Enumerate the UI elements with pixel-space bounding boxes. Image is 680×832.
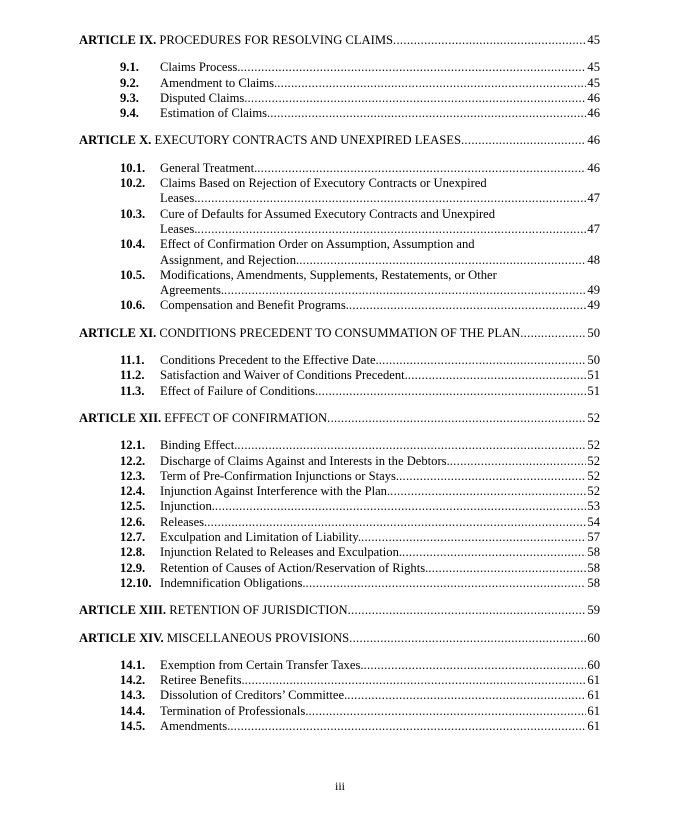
section-title-text: Conditions Precedent to the Effective Date. [160,353,379,368]
article-name: RETENTION OF JURISDICTION [169,603,348,618]
section-title-line [160,438,600,453]
section-title-text: Termination of Professionals. [160,703,309,718]
article-label: ARTICLE XIII. [79,603,167,618]
article-name: CONDITIONS PRECEDENT TO CONSUMMATION OF THE PLAN [159,325,521,340]
section-title-line [160,515,600,530]
section-number: 12.1. [120,438,146,453]
toc-entry[interactable] [79,454,600,469]
section-title-line [160,704,600,719]
article-label: ARTICLE IX. [79,33,157,47]
section-title-text: Injunction Related to Releases and Exculpation. [160,545,403,560]
section-title [160,207,600,238]
section-title-text: Retiree Benefits. [160,673,245,688]
page-ref: 52 [587,438,600,453]
dot-leader [197,191,586,206]
toc-entry[interactable] [79,499,600,514]
dot-leader [306,576,587,591]
section-title-line [160,384,600,399]
toc-entry[interactable] [79,176,600,207]
section-title-line [160,545,600,560]
section-title-text: Leases. [160,191,198,206]
section-title [160,719,600,734]
toc-entry[interactable] [79,561,600,576]
section-title-text: Satisfaction and Waiver of Conditions Precedent. [160,368,408,383]
section-number: 12.8. [120,545,146,560]
section-title [160,499,600,514]
section-title [160,237,600,268]
section-title-line [160,673,600,688]
section-title-text: Exculpation and Limitation of Liability. [160,530,361,545]
page-number: iii [334,779,345,793]
dot-leader [230,719,586,734]
section-title-text: General Treatment. [160,160,258,175]
article-name: EFFECT OF CONFIRMATION [164,410,328,425]
section-number: 10.4. [120,237,146,252]
dot-leader [277,76,586,91]
section-title [160,561,600,576]
section-title [160,658,600,673]
section-number: 9.4. [120,106,139,121]
section-title-line [160,207,600,222]
section-title-text: Indemnification Obligations. [160,575,306,590]
section-title-text: Effect of Failure of Conditions. [160,383,319,398]
page-ref: 46 [587,133,600,148]
article-label: ARTICLE XII. [79,410,162,425]
toc-entry[interactable] [79,438,600,453]
section-title [160,368,600,383]
section-title [160,545,600,560]
dot-leader [247,91,586,106]
dot-leader [257,161,586,176]
section-title-line [160,191,600,206]
section-title [160,515,600,530]
article-label: ARTICLE X. [79,133,152,148]
toc-entry[interactable] [79,161,600,176]
page-ref: 58 [587,575,600,590]
section-title-text: Exemption from Certain Transfer Taxes. [160,657,364,672]
section-title-text: Releases. [160,514,208,529]
section-number: 14.5. [120,718,146,733]
section-title [160,688,600,703]
section-title-line [160,658,600,673]
article-title [79,631,349,646]
article-heading[interactable] [79,326,600,341]
article-name: PROCEDURES FOR RESOLVING CLAIMS [159,33,394,47]
page-ref: 54 [587,514,600,529]
section-title [160,353,600,368]
section-number: 12.3. [120,468,146,483]
page-ref: 59 [587,603,600,618]
toc-entry[interactable] [79,91,600,106]
section-title-text: Discharge of Claims Against and Interests in the Debtors. [160,453,450,468]
section-number: 14.1. [120,657,146,672]
section-number: 12.5. [120,499,146,514]
section-title-line [160,576,600,591]
dot-leader [364,658,587,673]
toc-entry[interactable] [79,353,600,368]
section-number: 9.1. [120,60,139,75]
page-ref: 51 [587,368,600,383]
section-title-text: Claims Process. [160,60,241,75]
page-ref: 61 [587,703,600,718]
dot-leader [240,60,586,75]
page-ref: 52 [587,468,600,483]
section-title-line [160,283,600,298]
page-ref: 60 [587,657,600,672]
page-ref: 60 [587,630,600,645]
section-title-text: Binding Effect. [160,438,238,453]
section-title-line [160,469,600,484]
section-title-text: Amendment to Claims. [160,75,278,90]
page-ref: 53 [587,499,600,514]
toc-entry[interactable] [79,60,600,75]
article-heading[interactable] [79,603,600,618]
section-title [160,384,600,399]
dot-leader [347,688,586,703]
section-number: 14.3. [120,688,146,703]
article-heading[interactable] [79,133,600,148]
page-ref: 46 [587,160,600,175]
toc-entry[interactable] [79,576,600,591]
dot-leader [450,454,586,469]
section-title-text: Effect of Confirmation Order on Assumption, Assumption and [160,237,475,252]
section-title [160,469,600,484]
dot-leader [318,384,586,399]
toc-entry[interactable] [79,268,600,299]
toc-entry[interactable] [79,658,600,673]
section-title-text: Injunction Against Interference with the Plan. [160,484,391,499]
toc-entry[interactable] [79,530,600,545]
page-ref: 58 [587,560,600,575]
section-title [160,106,600,121]
dot-leader [428,561,586,576]
section-title-line [160,222,600,237]
section-title [160,268,600,299]
section-title-line [160,561,600,576]
dot-leader [348,603,586,618]
section-title [160,704,600,719]
toc-entry[interactable] [79,469,600,484]
dot-leader [349,298,586,313]
section-title-text: Cure of Defaults for Assumed Executory Contracts and Unexpired [160,206,496,221]
section-title-text: Compensation and Benefit Programs. [160,298,349,313]
section-number: 12.4. [120,484,146,499]
section-number: 11.3. [120,383,145,398]
section-title-line [160,253,600,268]
page-ref: 49 [587,298,600,313]
page-ref: 61 [587,718,600,733]
dot-leader [270,106,586,121]
dot-leader [245,673,586,688]
dot-leader [408,368,586,383]
toc-entry[interactable] [79,76,600,91]
toc-entry[interactable] [79,704,600,719]
dot-leader [393,33,586,48]
toc-entry[interactable] [79,545,600,560]
page-ref: 48 [587,252,600,267]
section-title-line [160,161,600,176]
article-title [79,326,520,341]
article-title [79,33,393,48]
section-title-line [160,484,600,499]
article-heading[interactable] [79,631,600,646]
section-title [160,454,600,469]
page-ref: 49 [587,283,600,298]
article-title [79,603,348,618]
page-ref: 45 [587,75,600,90]
article-label: ARTICLE XI. [79,325,157,340]
dot-leader [299,253,586,268]
article-name: EXECUTORY CONTRACTS AND UNEXPIRED LEASES [154,133,461,148]
page-ref: 45 [587,33,600,47]
toc-entry[interactable] [79,384,600,399]
dot-leader [390,484,586,499]
dot-leader [237,438,586,453]
section-title-text: Leases. [160,221,198,236]
section-number: 9.2. [120,75,139,90]
section-title-text: Estimation of Claims. [160,106,271,121]
page-ref: 61 [587,688,600,703]
page-ref: 52 [587,410,600,425]
section-number: 9.3. [120,90,139,105]
toc-entry[interactable] [79,106,600,121]
section-title-line [160,176,600,191]
section-title-text: Disputed Claims. [160,90,248,105]
dot-leader [461,133,586,148]
section-title-line [160,499,600,514]
page-ref: 47 [587,221,600,236]
section-title [160,484,600,499]
section-title-text: Amendments. [160,718,231,733]
section-title [160,60,600,75]
section-number: 14.4. [120,703,146,718]
dot-leader [379,353,586,368]
section-title [160,91,600,106]
page-ref: 46 [587,106,600,121]
toc-entry[interactable] [79,673,600,688]
article-title [79,133,461,148]
dot-leader [207,515,586,530]
page-ref: 57 [587,530,600,545]
page-ref: 52 [587,453,600,468]
article-name: MISCELLANEOUS PROVISIONS [166,630,350,645]
section-number: 12.10. [120,575,152,590]
dot-leader [197,222,586,237]
page-ref: 46 [587,90,600,105]
section-title-text: Agreements. [160,283,224,298]
article-heading[interactable] [79,33,600,48]
dot-leader [402,545,586,560]
page-ref: 50 [587,353,600,368]
page-ref: 45 [587,60,600,75]
section-number: 10.5. [120,267,146,282]
page-ref: 51 [587,383,600,398]
article-title [79,411,327,426]
section-number: 10.1. [120,160,146,175]
dot-leader [224,283,586,298]
toc-entry[interactable] [79,298,600,313]
dot-leader [520,326,586,341]
section-title-line [160,688,600,703]
section-title-line [160,530,600,545]
section-title [160,438,600,453]
section-title-text: Assignment, and Rejection. [160,252,300,267]
toc-entry[interactable] [79,368,600,383]
section-number: 11.2. [120,368,145,383]
section-title-line [160,76,600,91]
section-title [160,161,600,176]
section-number: 10.6. [120,298,146,313]
page-ref: 47 [587,191,600,206]
dot-leader [399,469,586,484]
toc-entry[interactable] [79,688,600,703]
section-number: 10.3. [120,206,146,221]
dot-leader [361,530,586,545]
toc-entry[interactable] [79,719,600,734]
section-number: 10.2. [120,176,146,191]
section-title-line [160,237,600,252]
table-of-contents [79,33,600,734]
toc-entry[interactable] [79,237,600,268]
section-number: 12.7. [120,530,146,545]
section-title-text: Claims Based on Rejection of Executory Contracts or Unexpired [160,176,487,191]
page-ref: 50 [587,325,600,340]
section-title-line [160,298,600,313]
section-number: 12.2. [120,453,146,468]
section-number: 14.2. [120,673,146,688]
dot-leader [327,411,586,426]
section-title-line [160,106,600,121]
section-title-line [160,719,600,734]
section-title-line [160,454,600,469]
page-ref: 61 [587,673,600,688]
section-title-text: Term of Pre-Confirmation Injunctions or Stays. [160,468,400,483]
section-title-text: Modifications, Amendments, Supplements, Restatements, or Other [160,267,497,282]
section-title-text: Retention of Causes of Action/Reservation of Rights. [160,560,429,575]
page-ref: 58 [587,545,600,560]
section-title-text: Dissolution of Creditors’ Committee. [160,688,348,703]
toc-entry[interactable] [79,484,600,499]
article-heading[interactable] [79,411,600,426]
section-title [160,176,600,207]
section-title [160,298,600,313]
section-title-line [160,368,600,383]
section-title [160,530,600,545]
dot-leader [349,631,586,646]
section-title-line [160,353,600,368]
section-title-line [160,268,600,283]
toc-entry[interactable] [79,515,600,530]
section-title [160,576,600,591]
section-title-line [160,91,600,106]
dot-leader [215,499,586,514]
dot-leader [308,704,586,719]
section-number: 11.1. [120,353,145,368]
article-label: ARTICLE XIV. [79,630,164,645]
section-title [160,673,600,688]
toc-entry[interactable] [79,207,600,238]
section-number: 12.9. [120,560,146,575]
section-title [160,76,600,91]
section-title-line [160,60,600,75]
page-ref: 52 [587,484,600,499]
section-title-text: Injunction. [160,499,215,514]
section-number: 12.6. [120,514,146,529]
